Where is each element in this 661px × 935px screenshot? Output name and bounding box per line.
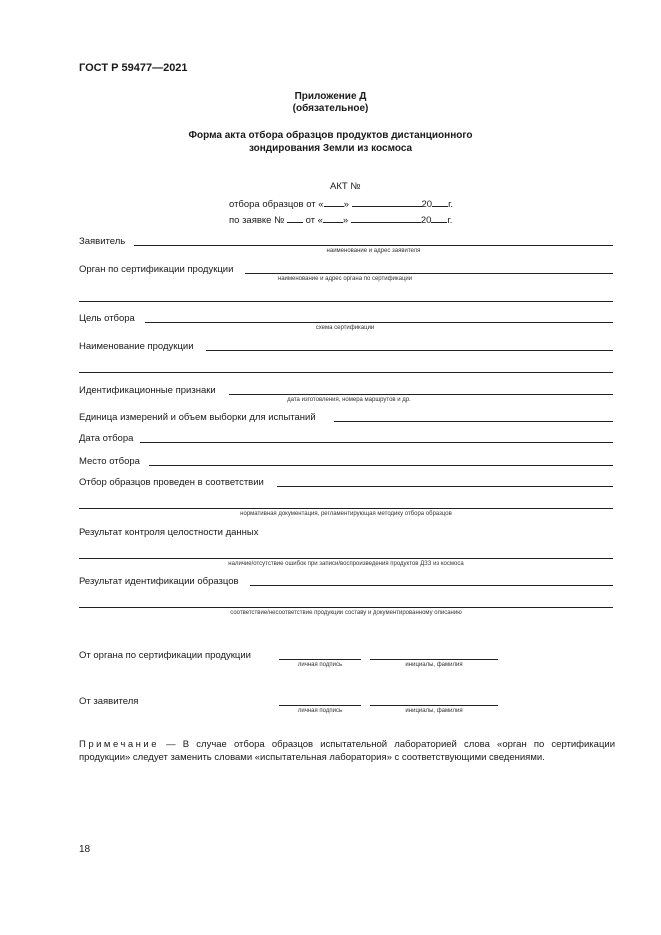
applicant-label: Заявитель	[79, 236, 126, 247]
year-suffix-2: г.	[447, 215, 453, 226]
quote-close: »	[343, 199, 349, 210]
cert-body-label: Орган по сертификации продукции	[79, 264, 234, 275]
date-label: Дата отбора	[79, 433, 134, 444]
request-year-blank	[431, 212, 447, 223]
act-title: АКТ №	[330, 181, 361, 192]
request-number-blank	[287, 212, 303, 223]
sign-cert-body-signature[interactable]	[279, 659, 361, 660]
purpose-label: Цель отбора	[79, 313, 135, 324]
date-field[interactable]	[140, 442, 613, 443]
form-title-line2: зондирования Земли из космоса	[248, 143, 413, 154]
sign-applicant-name-caption: инициалы, фамилия	[405, 708, 463, 714]
request-prefix: по заявке №	[229, 215, 285, 226]
request-month-blank	[351, 212, 421, 223]
form-title-line1: Форма акта отбора образцов продуктов дистанционного	[188, 130, 473, 141]
request-from: от «	[305, 215, 323, 226]
applicant-field[interactable]	[134, 245, 613, 246]
unit-volume-field[interactable]	[334, 421, 613, 422]
sign-cert-body-name[interactable]	[370, 659, 498, 660]
sign-applicant-signature[interactable]	[279, 705, 361, 706]
note-text: — В случае отбора образцов испытательной лабораторией слова «орган по сертификации продукции» следует заменить словами «испытательная лаборатория» с соответствующими сведениями.	[79, 739, 615, 763]
year-prefix-2: 20	[420, 215, 432, 226]
according-field[interactable]	[277, 486, 613, 487]
id-features-caption: дата изготовления, номера маршрутов и др.	[287, 397, 411, 403]
product-name-label: Наименование продукции	[79, 341, 194, 352]
quote-close-2: »	[342, 215, 349, 226]
note-label: Примечание	[79, 739, 159, 750]
standard-header: ГОСТ Р 59477—2021	[79, 62, 188, 74]
unit-volume-label: Единица измерений и объем выборки для испытаний	[79, 412, 316, 423]
integrity-caption: наличие/отсутствие ошибок при записи/воспроизведения продуктов ДЗЗ из космоса	[228, 561, 464, 567]
identification-label: Результат идентификации образцов	[79, 576, 239, 587]
year-suffix: г.	[448, 199, 454, 210]
place-field[interactable]	[149, 465, 613, 466]
integrity-field[interactable]	[79, 558, 613, 559]
identification-caption: соответствие/несоответствие продукции составу и документированному описанию	[230, 610, 462, 616]
page-number: 18	[79, 844, 91, 855]
id-features-label: Идентификационные признаки	[79, 385, 216, 396]
year-prefix: 20	[421, 199, 433, 210]
according-caption: нормативная документация, регламентирующая методику отбора образцов	[240, 511, 452, 517]
product-name-field[interactable]	[206, 350, 613, 351]
cert-body-field-line2[interactable]	[79, 301, 613, 302]
sign-cert-body-sign-caption: личная подпись	[297, 662, 343, 668]
appendix-status: (обязательное)	[292, 103, 369, 114]
sign-applicant-sign-caption: личная подпись	[297, 708, 343, 714]
year-blank	[432, 196, 448, 207]
cert-body-caption: наименование и адрес органа по сертификации	[277, 276, 413, 282]
identification-field-line2[interactable]	[79, 607, 613, 608]
act-date-prefix: отбора образцов от «	[229, 199, 324, 210]
sign-applicant-label: От заявителя	[79, 696, 139, 707]
act-date-line	[229, 196, 453, 210]
day-blank	[324, 196, 344, 207]
sign-cert-body-name-caption: инициалы, фамилия	[405, 662, 463, 668]
purpose-field[interactable]	[145, 322, 613, 323]
according-field-line2[interactable]	[79, 508, 613, 509]
act-request-line	[229, 212, 452, 226]
appendix-title: Приложение Д	[294, 91, 367, 102]
id-features-field[interactable]	[229, 394, 613, 395]
purpose-caption: схема сертификации	[315, 325, 375, 331]
sign-cert-body-label: От органа по сертификации продукции	[79, 650, 251, 661]
product-name-field-line2[interactable]	[79, 372, 613, 373]
request-day-blank	[323, 212, 343, 223]
according-label: Отбор образцов проведен в соответствии	[79, 477, 264, 488]
identification-field[interactable]	[250, 585, 613, 586]
note-paragraph	[79, 738, 615, 764]
sign-applicant-name[interactable]	[370, 705, 498, 706]
cert-body-field[interactable]	[245, 273, 613, 274]
place-label: Место отбора	[79, 456, 140, 467]
integrity-label: Результат контроля целостности данных	[79, 527, 259, 538]
month-blank	[352, 196, 422, 207]
applicant-caption: наименование и адрес заявителя	[326, 248, 421, 254]
